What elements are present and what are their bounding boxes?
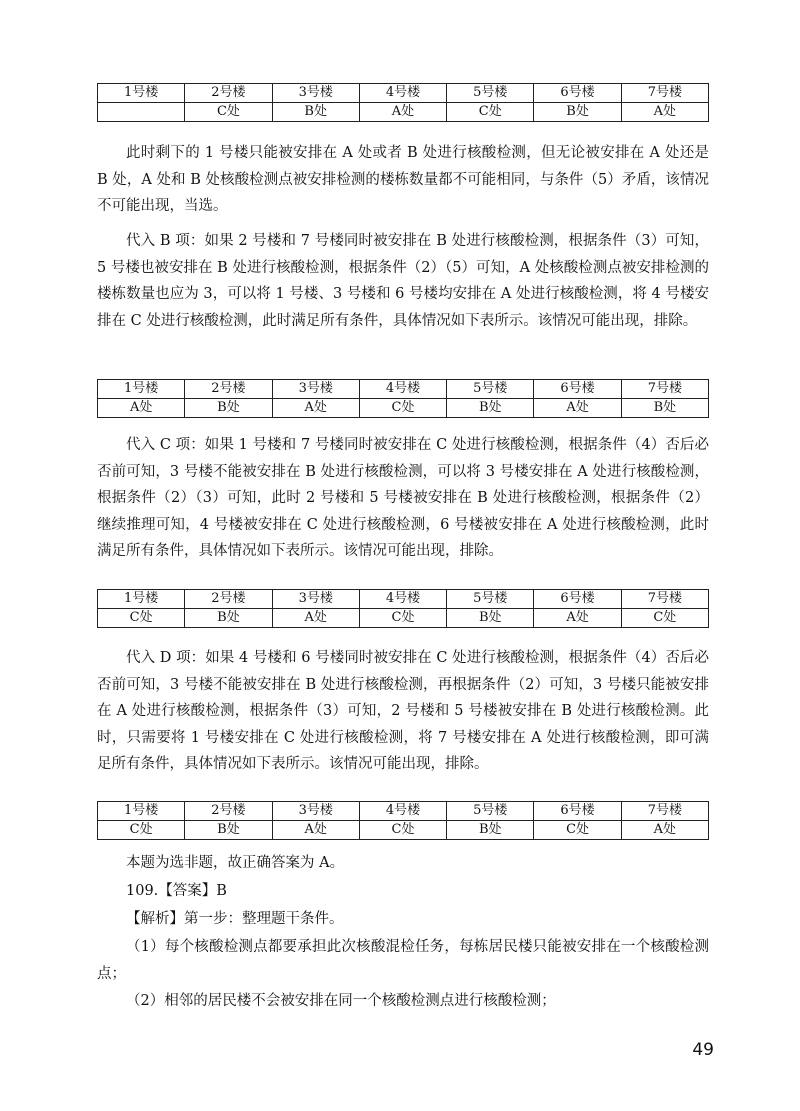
- table-cell: 1号楼: [98, 590, 185, 609]
- table-cell: 4号楼: [359, 590, 446, 609]
- paragraph: 代入 D 项：如果 4 号楼和 6 号楼同时被安排在 C 处进行核酸检测，根据条件（4）否后必否前可知，3 号楼不能被安排在 B 处进行核酸检测，再根据条件（2）可知，3 号楼只能被安排在 A 处进行核酸检测，根据条件（3）可知，2 号楼和 5 号楼被安排在 B 处进行核酸检测。此时，只需要将 1 号楼安排在 C 处进行核酸检测，将 7 号楼安排在 A 处进行核酸检测，即可满足所有条件，具体情况如下表所示。该情况可能出现，排除。: [97, 650, 709, 772]
- table-cell: B处: [272, 103, 359, 122]
- table-cell: A处: [272, 399, 359, 418]
- table-cell: C处: [359, 609, 446, 628]
- table-cell: 4号楼: [359, 84, 446, 103]
- table-cell: A处: [621, 103, 708, 122]
- table-cell: C处: [621, 609, 708, 628]
- table-cell: 2号楼: [185, 380, 272, 399]
- table-cell: 5号楼: [447, 380, 534, 399]
- table-cell: B处: [185, 399, 272, 418]
- table-cell: 6号楼: [534, 380, 621, 399]
- table-cell: 7号楼: [621, 84, 708, 103]
- table-cell: 5号楼: [447, 590, 534, 609]
- table-row: [98, 103, 709, 122]
- table-cell: 4号楼: [359, 802, 446, 821]
- table-cell: 1号楼: [98, 380, 185, 399]
- table-cell: A处: [534, 609, 621, 628]
- table-row: [98, 609, 709, 628]
- table-cell: A处: [359, 103, 446, 122]
- table-header-row: [98, 84, 709, 103]
- assignment-table-1: [97, 83, 709, 122]
- table-cell: B处: [447, 399, 534, 418]
- analysis-heading: 【解析】第一步：整理题干条件。: [126, 911, 344, 927]
- table-cell: 1号楼: [98, 802, 185, 821]
- assignment-table-4: [97, 801, 709, 840]
- table-cell: C处: [359, 821, 446, 840]
- table-cell: 6号楼: [534, 590, 621, 609]
- condition-item: （1）每个核酸检测点都要承担此次核酸混检任务，每栋居民楼只能被安排在一个核酸检测点；: [97, 939, 709, 982]
- table-cell: C处: [98, 609, 185, 628]
- table-cell: 2号楼: [185, 590, 272, 609]
- paragraph: 代入 B 项：如果 2 号楼和 7 号楼同时被安排在 B 处进行核酸检测，根据条件（3）可知，5 号楼也被安排在 B 处进行核酸检测，根据条件（2）（5）可知，A 处核酸检测点被安排检测的楼栋数量也应为 3，可以将 1 号楼、3 号楼和 6 号楼均安排在 A 处进行核酸检测，将 4 号楼安排在 C 处进行核酸检测，此时满足所有条件，具体情况如下表所示。该情况可能出现，排除。: [97, 233, 709, 329]
- table-row: [98, 399, 709, 418]
- table-cell: 3号楼: [272, 802, 359, 821]
- table-cell: C处: [447, 103, 534, 122]
- table-cell: A处: [621, 821, 708, 840]
- table-cell: A处: [272, 609, 359, 628]
- table-cell: 6号楼: [534, 84, 621, 103]
- table-cell: C处: [359, 399, 446, 418]
- table-cell: 5号楼: [447, 84, 534, 103]
- assignment-table-3: [97, 589, 709, 628]
- conclusion-text: 本题为选非题，故正确答案为 A。: [126, 855, 345, 871]
- table-cell: 2号楼: [185, 84, 272, 103]
- page-number: 49: [692, 1040, 714, 1060]
- table-row: [98, 821, 709, 840]
- assignment-table-2: [97, 379, 709, 418]
- table-cell: B处: [447, 821, 534, 840]
- table-cell: A处: [98, 399, 185, 418]
- table-cell: 3号楼: [272, 590, 359, 609]
- table-cell: 7号楼: [621, 590, 708, 609]
- table-cell: [98, 103, 185, 122]
- paragraph: 此时剩下的 1 号楼只能被安排在 A 处或者 B 处进行核酸检测，但无论被安排在 A 处还是 B 处，A 处和 B 处核酸检测点被安排检测的楼栋数量都不可能相同，与条件（5）矛盾，该情况不可能出现，当选。: [97, 145, 709, 214]
- table-header-row: [98, 380, 709, 399]
- table-cell: 2号楼: [185, 802, 272, 821]
- paragraph: 代入 C 项：如果 1 号楼和 7 号楼同时被安排在 C 处进行核酸检测，根据条件（4）否后必否前可知，3 号楼不能被安排在 B 处进行核酸检测，可以将 3 号楼安排在 A 处进行核酸检测，根据条件（2）（3）可知，此时 2 号楼和 5 号楼被安排在 B 处进行核酸检测，根据条件（2）继续推理可知，4 号楼被安排在 C 处进行核酸检测，6 号楼被安排在 A 处进行核酸检测，此时满足所有条件，具体情况如下表所示。该情况可能出现，排除。: [97, 437, 709, 559]
- table-cell: B处: [185, 821, 272, 840]
- table-header-row: [98, 802, 709, 821]
- table-cell: 3号楼: [272, 380, 359, 399]
- table-cell: B处: [185, 609, 272, 628]
- table-cell: B处: [621, 399, 708, 418]
- table-cell: 6号楼: [534, 802, 621, 821]
- table-cell: C处: [98, 821, 185, 840]
- table-header-row: [98, 590, 709, 609]
- table-cell: B处: [447, 609, 534, 628]
- table-cell: 1号楼: [98, 84, 185, 103]
- table-cell: C处: [185, 103, 272, 122]
- table-cell: 3号楼: [272, 84, 359, 103]
- table-cell: 7号楼: [621, 802, 708, 821]
- table-cell: 4号楼: [359, 380, 446, 399]
- table-cell: 7号楼: [621, 380, 708, 399]
- table-cell: C处: [534, 821, 621, 840]
- table-cell: 5号楼: [447, 802, 534, 821]
- table-cell: A处: [272, 821, 359, 840]
- table-cell: B处: [534, 103, 621, 122]
- condition-item: （2）相邻的居民楼不会被安排在同一个核酸检测点进行核酸检测；: [126, 993, 556, 1009]
- answer-heading: 109.【答案】B: [126, 883, 227, 899]
- table-cell: A处: [534, 399, 621, 418]
